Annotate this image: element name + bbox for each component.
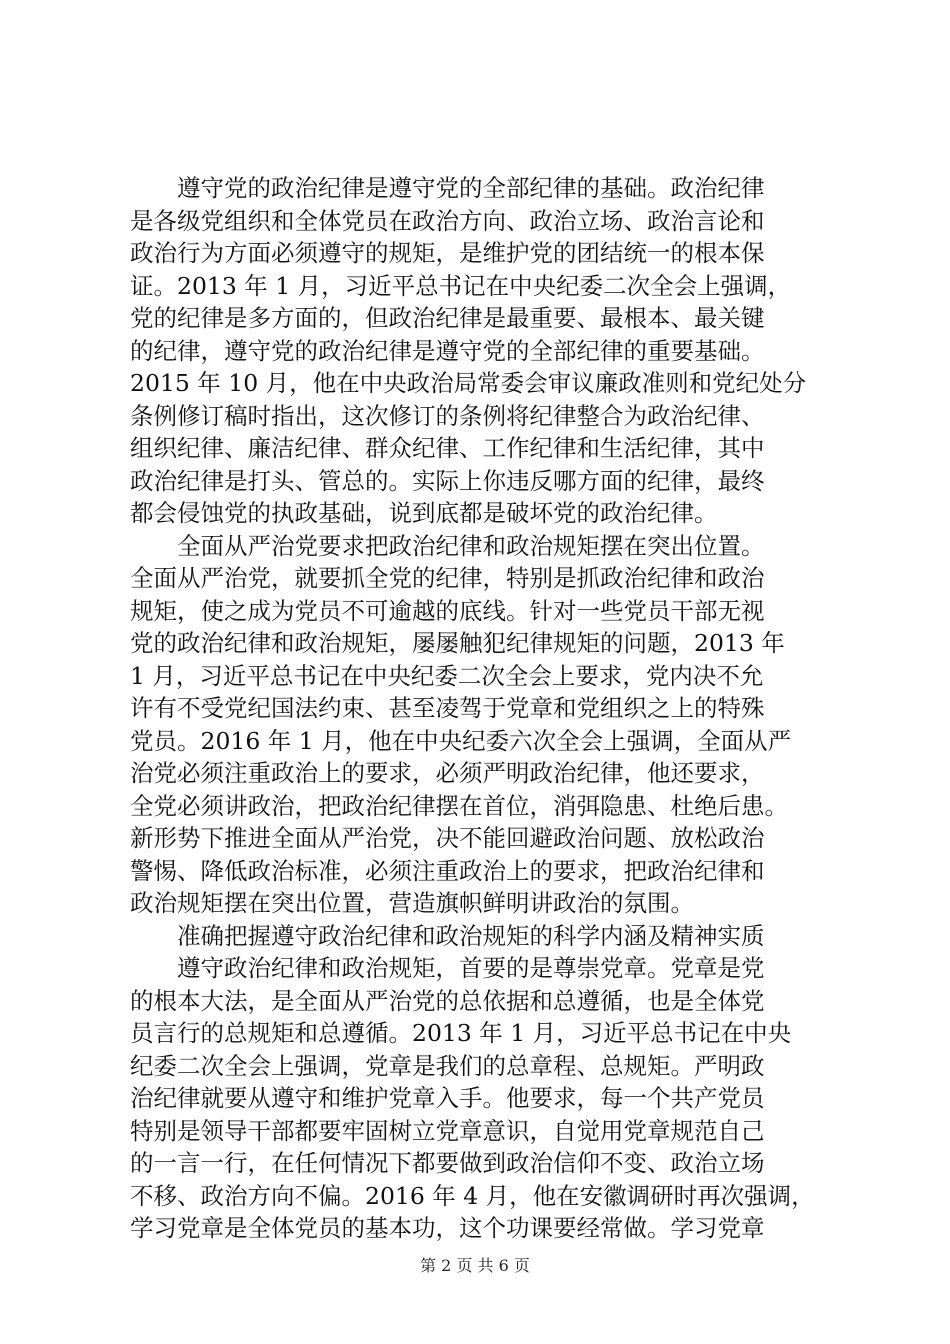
text-line: 不移、政治方向不偏。2016 年 4 月，他在安徽调研时再次强调， bbox=[130, 1181, 815, 1210]
text-line: 政治纪律是打头、管总的。实际上你违反哪方面的纪律，最终 bbox=[130, 466, 765, 495]
text-line: 政治规矩摆在突出位置，营造旗帜鲜明讲政治的氛围。 bbox=[130, 889, 694, 917]
text-line: 新形势下推进全面从严治党，决不能回避政治问题、放松政治 bbox=[130, 824, 765, 852]
text-line: 党的纪律是多方面的，但政治纪律是最重要、最根本、最关键 bbox=[130, 304, 765, 332]
text-line: 1 月，习近平总书记在中央纪委二次全会上要求，党内决不允 bbox=[130, 661, 764, 690]
text-line: 纪委二次全会上强调，党章是我们的总章程、总规矩。严明政 bbox=[130, 1051, 765, 1080]
body-text bbox=[130, 172, 830, 1245]
text-line: 的纪律，遵守党的政治纪律是遵守党的全部纪律的重要基础。 bbox=[130, 336, 765, 365]
text-line: 特别是领导干部都要牢固树立党章意识，自觉用党章规范自己 bbox=[130, 1116, 765, 1145]
text-line: 的一言一行，在任何情况下都要做到政治信仰不变、政治立场 bbox=[130, 1149, 765, 1177]
text-line: 全面从严治党要求把政治纪律和政治规矩摆在突出位置。 bbox=[130, 531, 765, 560]
text-line: 许有不受党纪国法约束、甚至凌驾于党章和党组织之上的特殊 bbox=[130, 694, 765, 722]
text-line: 都会侵蚀党的执政基础，说到底都是破坏党的政治纪律。 bbox=[130, 499, 718, 527]
text-line: 全面从严治党，就要抓全党的纪律，特别是抓政治纪律和政治 bbox=[130, 564, 765, 592]
text-line: 遵守党的政治纪律是遵守党的全部纪律的基础。政治纪律 bbox=[130, 174, 765, 202]
text-line: 治党必须注重政治上的要求，必须严明政治纪律，他还要求， bbox=[130, 759, 765, 787]
text-line: 政治行为方面必须遵守的规矩，是维护党的团结统一的根本保 bbox=[130, 239, 765, 267]
text-line: 2015 年 10 月，他在中央政治局常委会审议廉政准则和党纪处分 bbox=[130, 369, 807, 397]
page-number-label: 第 2 页 共 6 页 bbox=[420, 1256, 530, 1275]
section-heading: 准确把握遵守政治纪律和政治规矩的科学内涵及精神实质 bbox=[130, 921, 765, 950]
text-line: 组织纪律、廉洁纪律、群众纪律、工作纪律和生活纪律，其中 bbox=[130, 434, 765, 462]
text-line: 规矩，使之成为党员不可逾越的底线。针对一些党员干部无视 bbox=[130, 596, 765, 625]
text-line: 党的政治纪律和政治规矩，屡屡触犯纪律规矩的问题，2013 年 bbox=[130, 629, 785, 657]
page-footer bbox=[0, 1253, 950, 1276]
text-line: 治纪律就要从遵守和维护党章入手。他要求，每一个共产党员 bbox=[130, 1084, 765, 1112]
text-line: 学习党章是全体党员的基本功，这个功课要经常做。学习党章 bbox=[130, 1214, 765, 1242]
text-line: 遵守政治纪律和政治规矩，首要的是尊崇党章。党章是党 bbox=[130, 954, 765, 982]
text-line: 党员。2016 年 1 月，他在中央纪委六次全会上强调，全面从严 bbox=[130, 726, 792, 755]
text-line: 条例修订稿时指出，这次修订的条例将纪律整合为政治纪律、 bbox=[130, 401, 765, 430]
text-line: 警惕、降低政治标准，必须注重政治上的要求，把政治纪律和 bbox=[130, 856, 765, 885]
text-line: 全党必须讲政治，把政治纪律摆在首位，消弭隐患、杜绝后患。 bbox=[130, 791, 788, 820]
text-line: 证。2013 年 1 月，习近平总书记在中央纪委二次全会上强调， bbox=[130, 271, 792, 300]
text-line: 的根本大法，是全面从严治党的总依据和总遵循，也是全体党 bbox=[130, 986, 765, 1015]
text-line: 是各级党组织和全体党员在政治方向、政治立场、政治言论和 bbox=[130, 206, 765, 235]
text-line: 员言行的总规矩和总遵循。2013 年 1 月，习近平总书记在中央 bbox=[130, 1019, 792, 1047]
